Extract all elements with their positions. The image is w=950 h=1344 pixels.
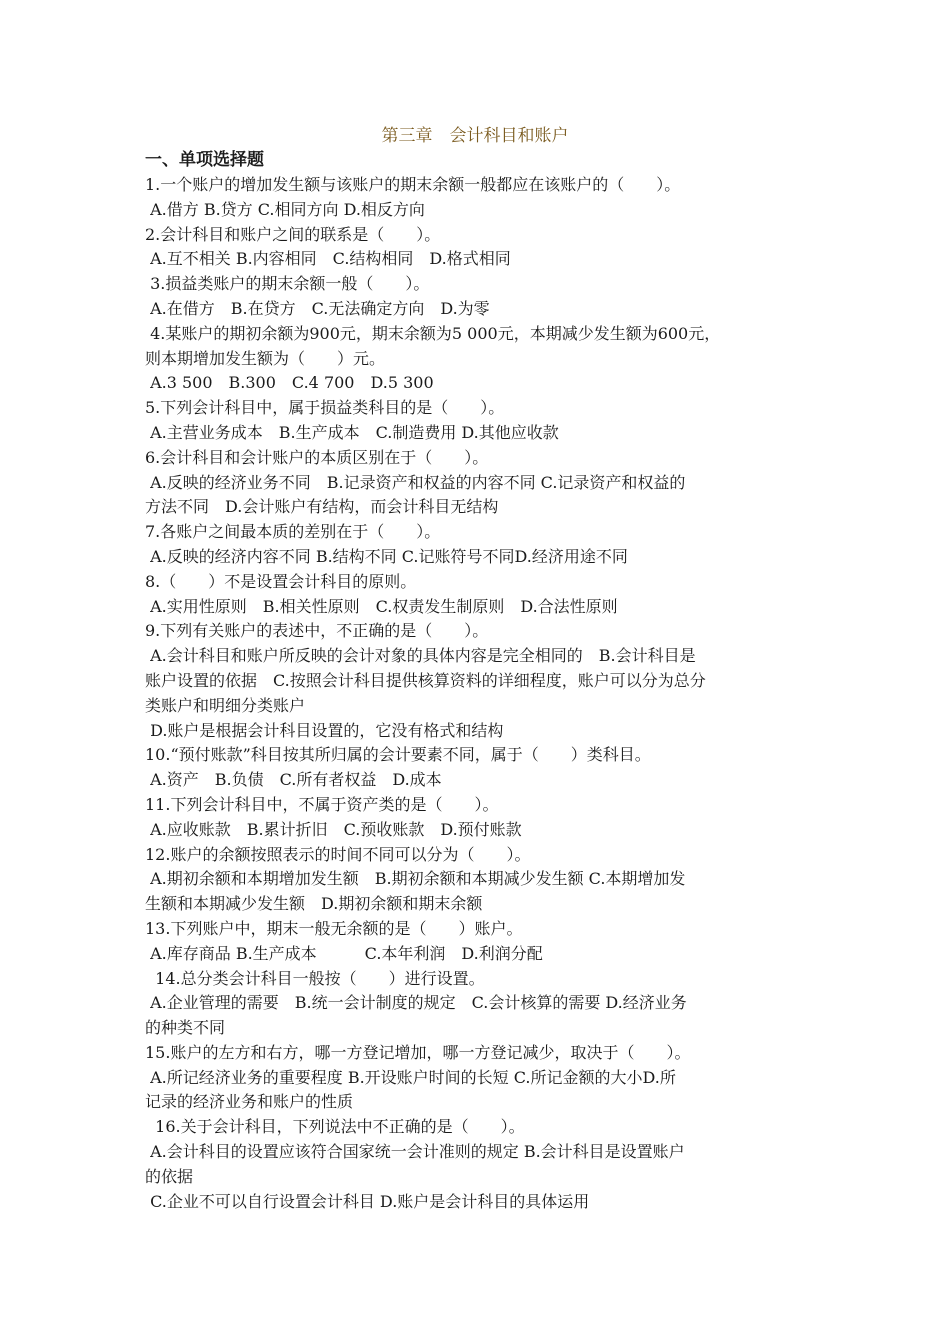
chapter-title: 第三章 会计科目和账户 (381, 126, 569, 146)
text-line: A.应收账款 B.累计折旧 C.预收账款 D.预付账款 (145, 819, 522, 839)
text-line: 方法不同 D.会计账户有结构，而会计科目无结构 (145, 497, 499, 517)
text-line: A.资产 B.负债 C.所有者权益 D.成本 (145, 770, 442, 790)
text-line: A.借方 B.贷方 C.相同方向 D.相反方向 (145, 199, 425, 219)
text-line: 5.下列会计科目中，属于损益类科目的是（ ）。 (145, 398, 505, 418)
text-line: 6.会计科目和会计账户的本质区别在于（ ）。 (145, 447, 489, 467)
text-line: 12.账户的余额按照表示的时间不同可以分为（ ）。 (145, 844, 531, 864)
text-line: 3.损益类账户的期末余额一般（ ）。 (145, 274, 430, 294)
text-line: 的种类不同 (145, 1018, 226, 1038)
text-line: A.3 500 B.300 C.4 700 D.5 300 (145, 373, 434, 393)
text-line: A.互不相关 B.内容相同 C.结构相同 D.格式相同 (145, 249, 511, 269)
text-line: 则本期增加发生额为（ ）元。 (145, 348, 386, 368)
text-line: 4.某账户的期初余额为900元，期末余额为5 000元，本期减少发生额为600元， (145, 323, 721, 343)
section-heading: 一、单项选择题 (145, 150, 264, 170)
text-line: A.反映的经济内容不同 B.结构不同 C.记账符号不同D.经济用途不同 (145, 546, 628, 566)
text-line: 账户设置的依据 C.按照会计科目提供核算资料的详细程度，账户可以分为总分 (145, 670, 706, 690)
text-line: 类账户和明细分类账户 (145, 695, 306, 715)
text-line: A.主营业务成本 B.生产成本 C.制造费用 D.其他应收款 (145, 422, 559, 442)
text-line: 的依据 (145, 1166, 194, 1186)
text-line: A.在借方 B.在贷方 C.无法确定方向 D.为零 (145, 298, 490, 318)
text-line: 生额和本期减少发生额 D.期初余额和期末余额 (145, 894, 483, 914)
text-line: 15.账户的左方和右方，哪一方登记增加，哪一方登记减少，取决于（ ）。 (145, 1042, 691, 1062)
text-line: A.企业管理的需要 B.统一会计制度的规定 C.会计核算的需要 D.经济业务 (145, 993, 687, 1013)
text-line: 14.总分类会计科目一般按（ ）进行设置。 (145, 968, 485, 988)
text-line: A.会计科目的设置应该符合国家统一会计准则的规定 B.会计科目是设置账户 (145, 1142, 685, 1162)
text-line: 13.下列账户中，期末一般无余额的是（ ）账户。 (145, 918, 523, 938)
text-line: 16.关于会计科目，下列说法中不正确的是（ ）。 (145, 1117, 525, 1137)
text-line: C.企业不可以自行设置会计科目 D.账户是会计科目的具体运用 (145, 1191, 590, 1211)
text-line: 2.会计科目和账户之间的联系是（ ）。 (145, 224, 441, 244)
text-line: A.会计科目和账户所反映的会计对象的具体内容是完全相同的 B.会计科目是 (145, 646, 696, 666)
text-line: A.库存商品 B.生产成本 C.本年利润 D.利润分配 (145, 943, 543, 963)
text-line: A.期初余额和本期增加发生额 B.期初余额和本期减少发生额 C.本期增加发 (145, 869, 686, 889)
text-line: 1.一个账户的增加发生额与该账户的期末余额一般都应在该账户的（ ）。 (145, 175, 681, 194)
text-line: D.账户是根据会计科目设置的，它没有格式和结构 (145, 720, 504, 740)
text-line: A.所记经济业务的重要程度 B.开设账户时间的长短 C.所记金额的大小D.所 (145, 1067, 676, 1087)
question-list (145, 173, 805, 1214)
text-line: 11.下列会计科目中，不属于资产类的是（ ）。 (145, 794, 499, 814)
text-line: A.实用性原则 B.相关性原则 C.权责发生制原则 D.合法性原则 (145, 596, 618, 616)
text-line: 10.“预付账款”科目按其所归属的会计要素不同，属于（ ）类科目。 (145, 745, 651, 765)
text-line: A.反映的经济业务不同 B.记录资产和权益的内容不同 C.记录资产和权益的 (145, 472, 686, 492)
text-line: 记录的经济业务和账户的性质 (145, 1092, 354, 1112)
text-line: 7.各账户之间最本质的差别在于（ ）。 (145, 522, 441, 542)
text-line: 9.下列有关账户的表述中，不正确的是（ ）。 (145, 621, 489, 641)
text-line: 8.（ ）不是设置会计科目的原则。 (145, 571, 417, 591)
